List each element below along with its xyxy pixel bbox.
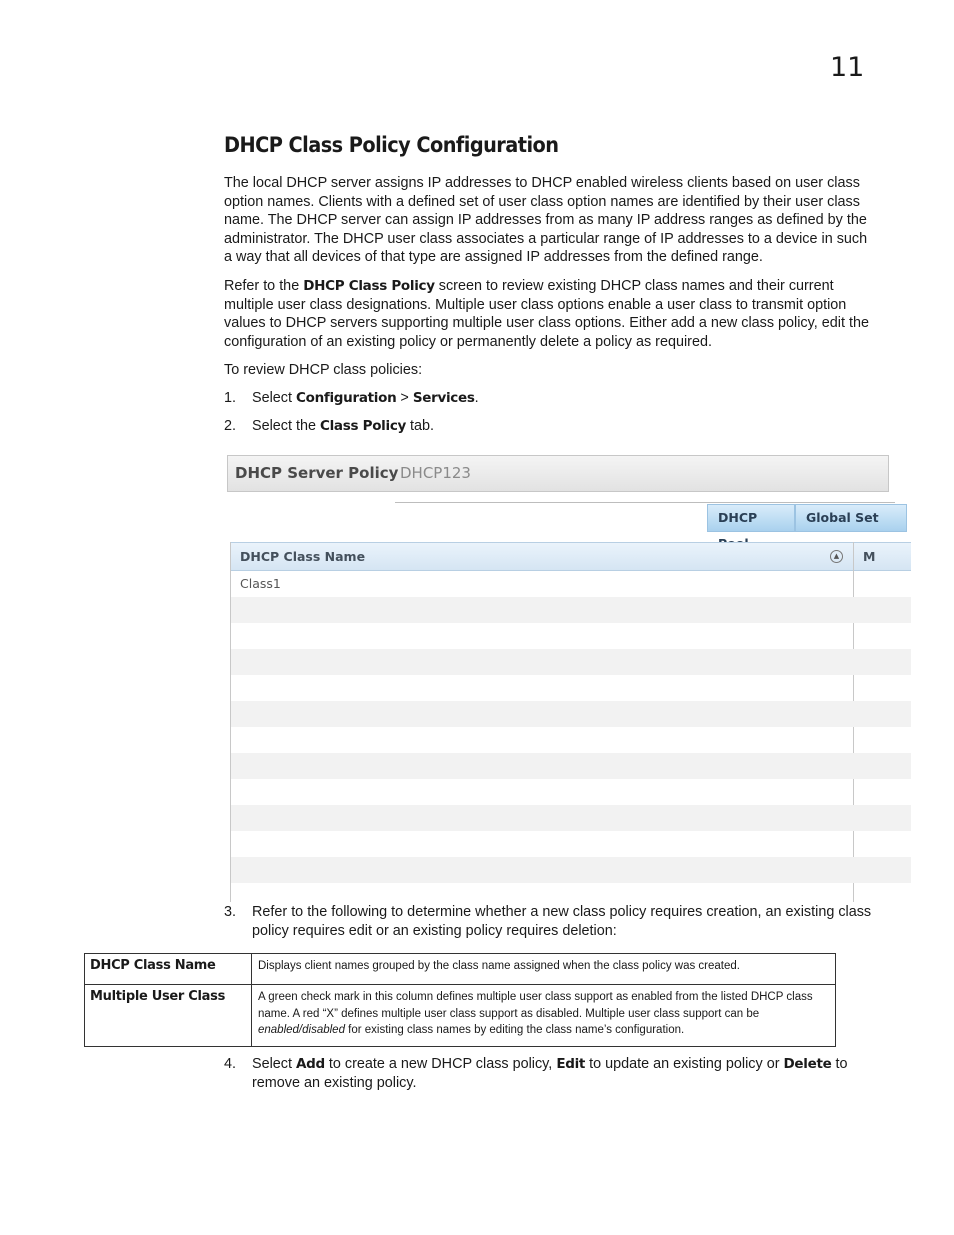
step-text-part: to create a new DHCP class policy, [324, 1056, 557, 1072]
table-row [231, 831, 911, 857]
tab-global-settings[interactable]: Global Set [795, 504, 907, 532]
screenshot-header [227, 455, 889, 492]
desc-part: A green check mark in this column defines multiple user class support as enabled from the listed DHCP class name. A red “X” defines multiple user class support as disabled. Multiple user class support can be [258, 991, 813, 1020]
table-row [231, 701, 911, 727]
step-number: 4. [224, 1056, 237, 1072]
table-row [231, 675, 911, 701]
table-row [231, 597, 911, 623]
definition-row [85, 985, 836, 1047]
step-text-part: Select [252, 390, 296, 406]
step-text-part: . [474, 390, 479, 406]
step-text-part: tab. [406, 418, 435, 434]
desc-italic: enabled/disabled [258, 1024, 345, 1037]
step-text-part: > [396, 390, 413, 406]
refer-after: screen to review existing DHCP class names and their current multiple user class designations. Multiple user class options enable a user class to transmit option values to DHCP servers supporting multiple user class options. Either add a new class policy, edit the configuration of an existing policy or permanently delete a policy as required. [224, 278, 869, 350]
step-text-part: to update an existing policy or [585, 1056, 784, 1072]
desc-part: for existing class names by editing the class name’s configuration. [344, 1024, 685, 1037]
column-header-class-name[interactable]: DHCP Class Name [240, 549, 366, 564]
policy-name: DHCP123 [400, 464, 471, 482]
field-definitions-table [84, 953, 836, 1047]
table-row [231, 623, 911, 649]
definition-term: Multiple User Class [85, 985, 252, 1047]
sort-icon[interactable]: ▲ [830, 550, 843, 563]
dhcp-class-policy-screenshot [227, 455, 879, 899]
action-add: Add [296, 1056, 325, 1072]
class-name-cell: Class1 [240, 576, 281, 591]
table-header [231, 542, 911, 571]
step-number: 1. [224, 390, 237, 406]
column-header-multiple[interactable]: M [863, 549, 876, 564]
step-number: 3. [224, 904, 237, 920]
definition-term: DHCP Class Name [85, 954, 252, 985]
table-row [231, 649, 911, 675]
tab-class-policy-ref: Class Policy [320, 418, 407, 434]
step-text-part: to remove an existing policy. [252, 1056, 848, 1091]
chapter-number: 11 [830, 52, 865, 83]
step-text-part: Select the [252, 418, 320, 434]
tab-divider [395, 502, 895, 503]
refer-bold: DHCP Class Policy [303, 278, 435, 294]
step-text [252, 1055, 872, 1092]
table-row [231, 805, 911, 831]
table-row [231, 727, 911, 753]
section-title: DHCP Class Policy Configuration [224, 133, 559, 157]
table-row [231, 753, 911, 779]
definition-description: Displays client names grouped by the class name assigned when the class policy was created. [252, 954, 836, 985]
action-delete: Delete [783, 1056, 832, 1072]
step-text: Refer to the following to determine whether a new class policy requires creation, an existing class policy requires edit or an existing policy requires deletion: [252, 904, 872, 939]
refer-before: Refer to the [224, 278, 304, 294]
screenshot-title: DHCP Server Policy [235, 464, 399, 482]
step-text-part: Select [252, 1056, 296, 1072]
definition-description [252, 985, 836, 1047]
table-row [231, 779, 911, 805]
step-text [252, 389, 872, 408]
action-edit: Edit [556, 1056, 586, 1072]
tab-dhcp-pool[interactable]: DHCP [707, 504, 795, 532]
menu-configuration: Configuration [296, 390, 397, 406]
table-rows [231, 571, 911, 909]
table-row [231, 857, 911, 883]
review-intro: To review DHCP class policies: [224, 362, 423, 378]
intro-paragraph: The local DHCP server assigns IP addresses to DHCP enabled wireless clients based on user class option names. Clients with a defined set of user class option names are identified by their user class name. The DHCP server can assign IP addresses from as many IP address ranges as defined by the administrator. The DHCP user class associates a particular range of IP addresses to a device in such a way that all devices of that type are assigned IP addresses from the defined range. [224, 175, 868, 266]
menu-services: Services [412, 390, 475, 406]
table-row[interactable] [231, 571, 911, 597]
step-number: 2. [224, 418, 237, 434]
step-text [252, 417, 872, 436]
refer-paragraph [224, 277, 870, 351]
class-table [230, 542, 911, 902]
definition-row [85, 954, 836, 985]
